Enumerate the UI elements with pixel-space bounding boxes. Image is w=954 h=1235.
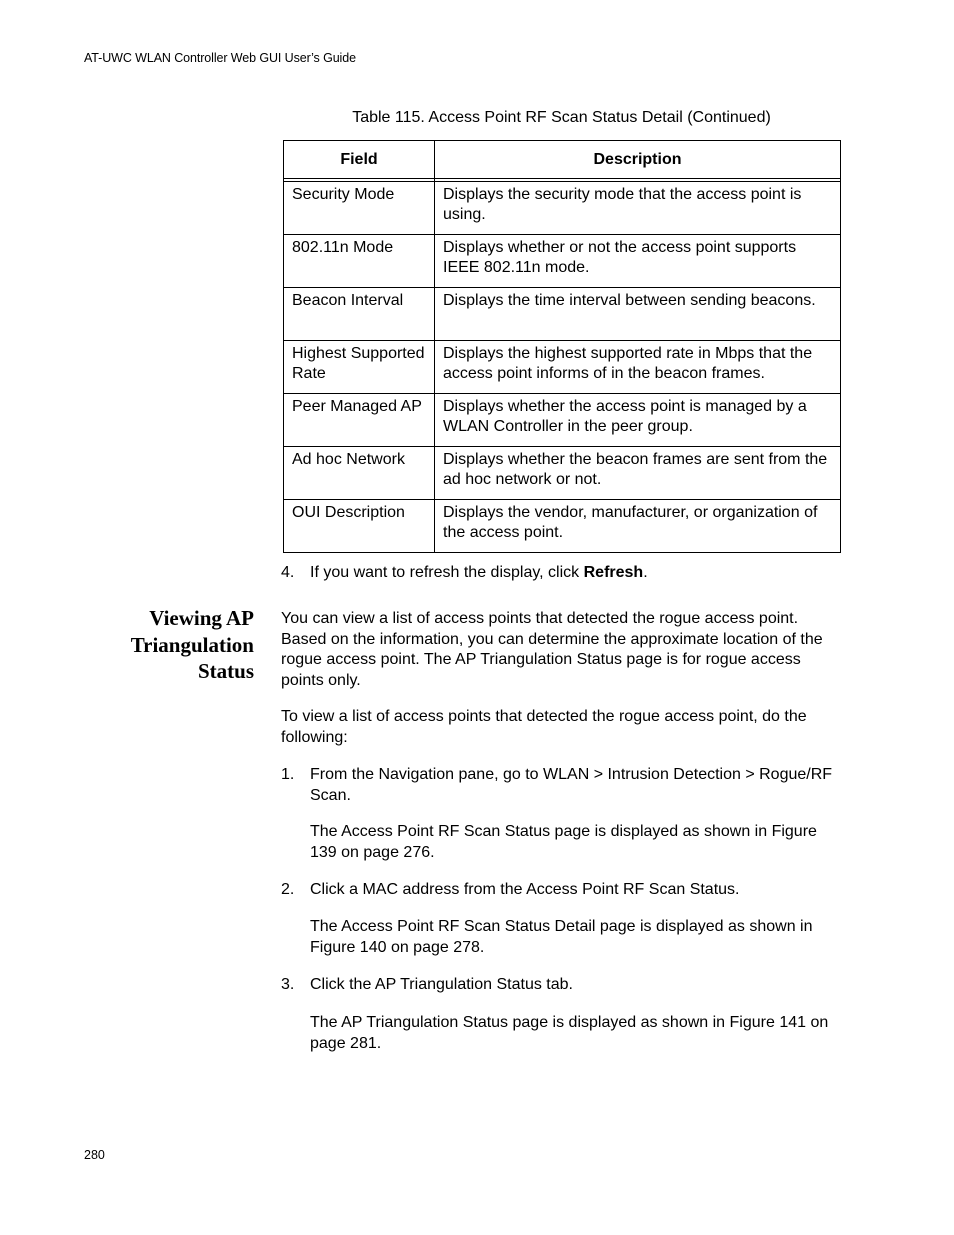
procedure-step: [281, 880, 843, 901]
table-row: [284, 288, 841, 341]
section-heading-line: Viewing AP: [149, 606, 254, 630]
field-cell: Security Mode: [284, 182, 435, 235]
section-heading: [84, 605, 254, 685]
description-cell: Displays whether or not the access point supports IEEE 802.11n mode.: [435, 235, 841, 288]
table-row: [284, 394, 841, 447]
step-text: Click the AP Triangulation Status tab.: [310, 976, 573, 993]
step-result: [281, 822, 843, 863]
step-number: 1.: [281, 766, 295, 783]
description-cell: Displays whether the access point is managed by a WLAN Controller in the peer group.: [435, 394, 841, 447]
column-header-field: Field: [284, 141, 435, 179]
field-cell: Beacon Interval: [284, 288, 435, 341]
step-result-text: The Access Point RF Scan Status Detail page is displayed as shown in Figure 140 on page 278.: [310, 918, 813, 956]
column-header-description: Description: [435, 141, 841, 179]
refresh-label: Refresh: [583, 564, 644, 581]
table-row: [284, 235, 841, 288]
rf-scan-detail-table: [283, 140, 841, 553]
section-heading-line: Triangulation: [130, 632, 254, 657]
description-cell: Displays whether the beacon frames are sent from the ad hoc network or not.: [435, 447, 841, 500]
step-text: If you want to refresh the display, click: [310, 564, 584, 581]
field-cell: Peer Managed AP: [284, 394, 435, 447]
table-row: [284, 341, 841, 394]
procedure-step: [281, 975, 843, 996]
page-number: 280: [84, 1148, 105, 1162]
step-number: 2.: [281, 881, 295, 898]
table-row: [284, 447, 841, 500]
table-header-row: [284, 141, 841, 179]
running-header: AT-UWC WLAN Controller Web GUI User’s Guide: [84, 51, 356, 65]
table-row: [284, 500, 841, 553]
field-cell: 802.11n Mode: [284, 235, 435, 288]
step-result-text: The Access Point RF Scan Status page is displayed as shown in Figure 139 on page 276.: [310, 823, 817, 861]
step-result-text: The AP Triangulation Status page is displayed as shown in Figure 141 on page 281.: [310, 1014, 829, 1052]
table-row: [284, 182, 841, 235]
step-result: [281, 917, 843, 958]
description-cell: Displays the security mode that the access point is using.: [435, 182, 841, 235]
step-result: [281, 1013, 843, 1054]
procedure-step: [281, 765, 843, 806]
section-heading-line: Status: [197, 659, 254, 683]
step-text-end: .: [643, 564, 648, 581]
table-caption: Table 115. Access Point RF Scan Status Detail (Continued): [352, 109, 771, 126]
step-number: 4.: [281, 564, 295, 581]
refresh-step: [281, 564, 648, 582]
field-cell: Ad hoc Network: [284, 447, 435, 500]
description-cell: Displays the time interval between sending beacons.: [435, 288, 841, 341]
procedure-intro-paragraph: To view a list of access points that detected the rogue access point, do the following:: [281, 708, 807, 746]
field-cell: Highest Supported Rate: [284, 341, 435, 394]
description-cell: Displays the vendor, manufacturer, or organization of the access point.: [435, 500, 841, 553]
intro-paragraph: You can view a list of access points that detected the rogue access point. Based on the information, you can determine the approximate location of the rogue access point. The AP Triangulation Status page is for rogue access points only.: [281, 610, 823, 689]
description-cell: Displays the highest supported rate in Mbps that the access point informs of in the beacon frames.: [435, 341, 841, 394]
step-number: 3.: [281, 976, 295, 993]
step-text: Click a MAC address from the Access Point RF Scan Status.: [310, 881, 740, 898]
field-cell: OUI Description: [284, 500, 435, 553]
step-text: From the Navigation pane, go to WLAN > Intrusion Detection > Rogue/RF Scan.: [310, 766, 833, 804]
